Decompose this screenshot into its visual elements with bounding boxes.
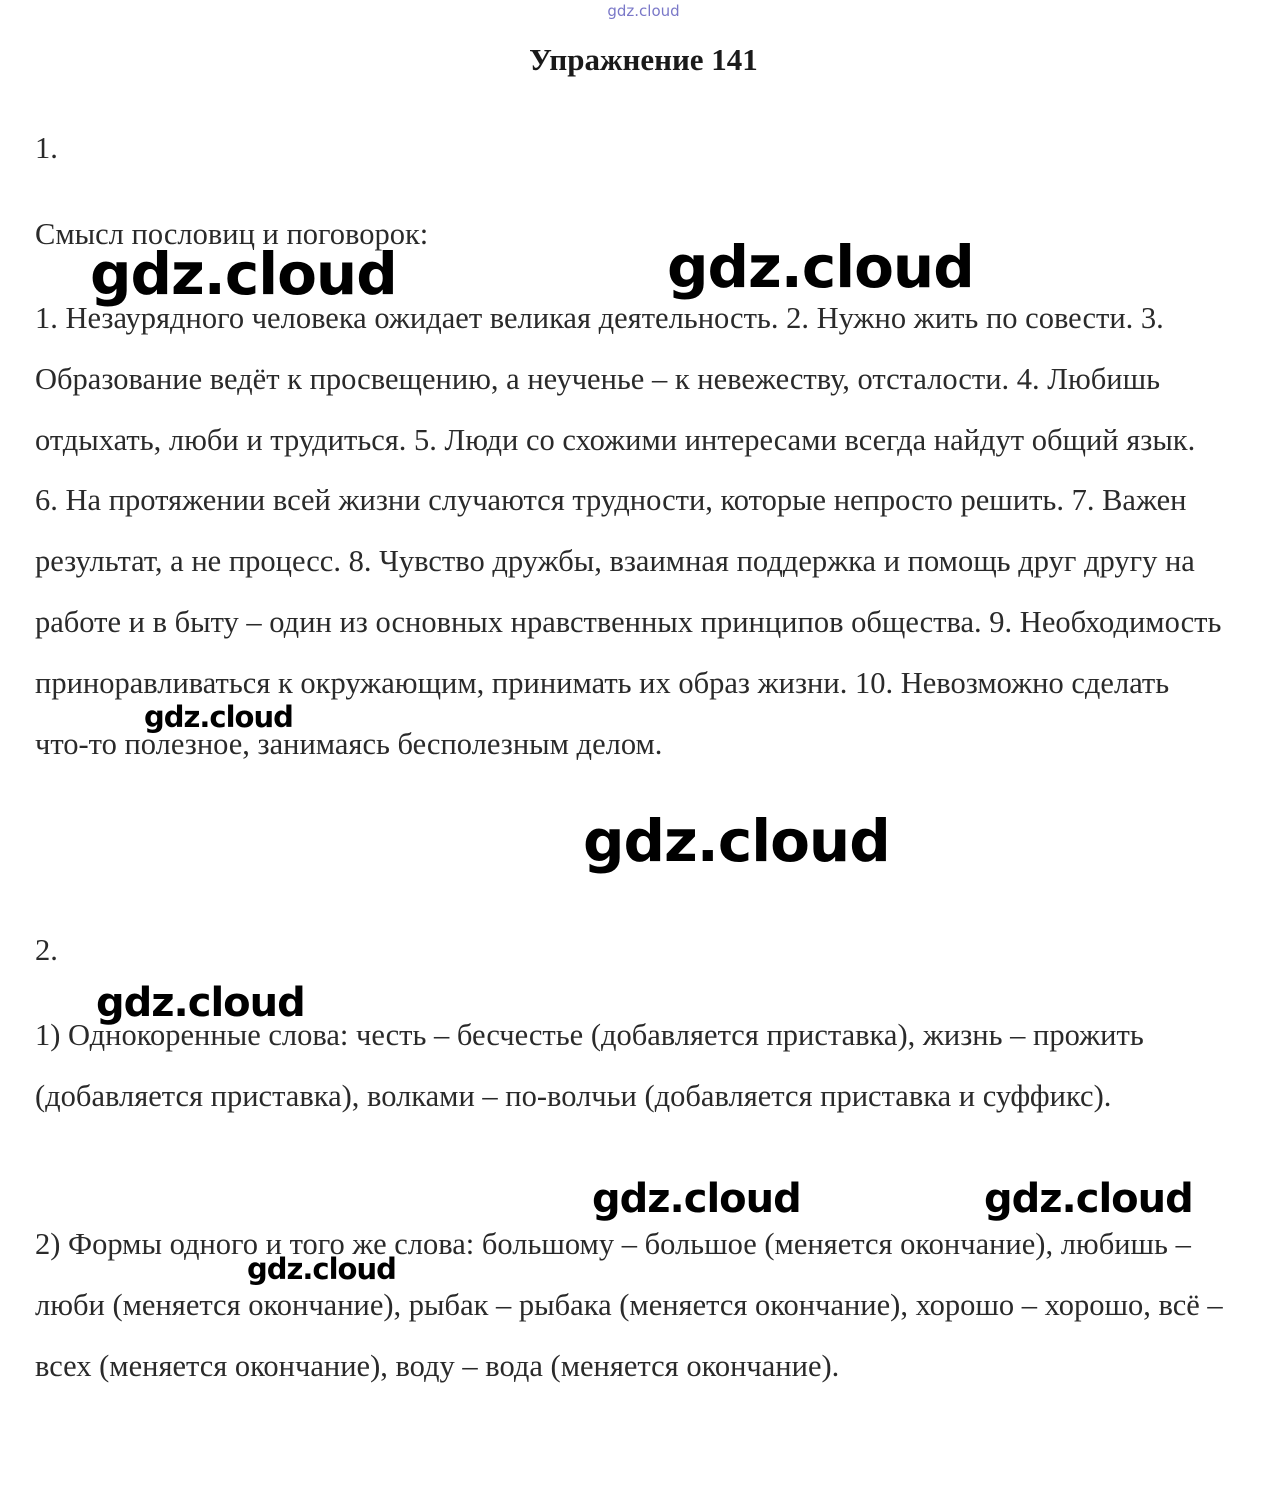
section-2-item-2: 2) Формы одного и того же слова: большому – большое (меняется окончание), любишь – люби (меняется окончание), рыбак – рыбака (меняется окончание), хорошо – хорошо, всё – всех (меняется окончание), воду – вода (меняется окончание). bbox=[35, 1227, 1223, 1383]
watermark-logo: gdz.cloud bbox=[984, 1176, 1193, 1222]
section-1-body: 1. Незаурядного человека ожидает великая деятельность. 2. Нужно жить по совести. 3. Образование ведёт к просвещению, а неученье – к невежеству, отсталости. 4. Любишь отдыхать, люби и трудиться. 5. Люди со схожими интересами всегда найдут общий язык. 6. На протяжении всей жизни случаются трудности, которые непросто решить. 7. Важен результат, а не процесс. 8. Чувство дружбы, взаимная поддержка и помощь друг другу на работе и в быту – один из основных нравственных принципов общества. 9. Необходимость приноравливаться к окружающим, принимать их образ жизни. 10. Невозможно сделать что-то полезное, занимаясь бесполезным делом. bbox=[35, 301, 1222, 761]
top-watermark: gdz.cloud bbox=[607, 2, 680, 20]
section-1-number: 1. bbox=[35, 131, 58, 165]
section-1-heading: Смысл пословиц и поговорок: bbox=[35, 217, 429, 251]
watermark-logo: gdz.cloud bbox=[144, 700, 293, 734]
watermark-logo: gdz.cloud bbox=[90, 240, 397, 308]
watermark-logo: gdz.cloud bbox=[247, 1252, 396, 1286]
watermark-logo: gdz.cloud bbox=[583, 807, 890, 875]
watermark-logo: gdz.cloud bbox=[96, 980, 305, 1026]
watermark-logo: gdz.cloud bbox=[667, 233, 974, 301]
section-2-item-1: 1) Однокоренные слова: честь – бесчестье (добавляется приставка), жизнь – прожить (добавляется приставка), волками – по-волчьи (добавляется приставка и суффикс). bbox=[35, 1018, 1144, 1113]
section-2-number: 2. bbox=[35, 933, 58, 967]
watermark-logo: gdz.cloud bbox=[592, 1176, 801, 1222]
exercise-title: Упражнение 141 bbox=[529, 42, 758, 77]
